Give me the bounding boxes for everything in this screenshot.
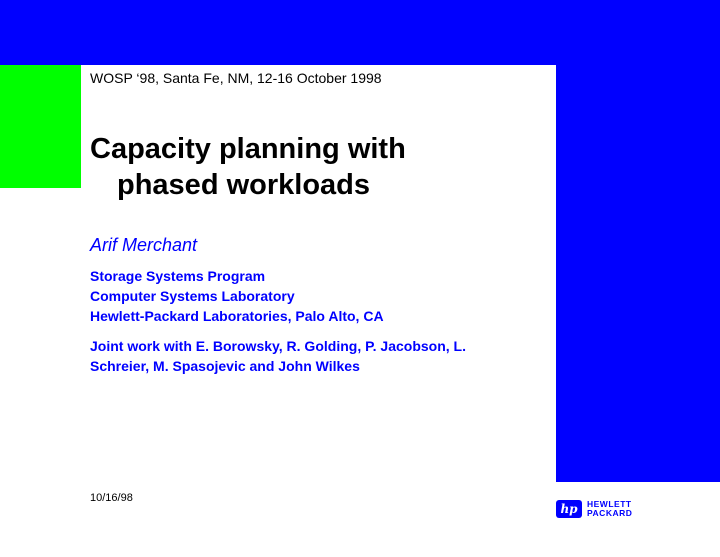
affiliation-line: Hewlett-Packard Laboratories, Palo Alto, CA — [90, 308, 384, 324]
hp-logo-wordmark — [587, 500, 632, 518]
joint-work-line: Schreier, M. Spasojevic and John Wilkes — [90, 358, 360, 374]
footer-date: 10/16/98 — [90, 492, 133, 504]
affiliation-line: Computer Systems Laboratory — [90, 288, 295, 304]
conference-line: WOSP ‘98, Santa Fe, NM, 12-16 October 1998 — [90, 70, 382, 86]
joint-work-block — [90, 336, 466, 376]
hp-logo-line-2: PACKARD — [587, 508, 633, 518]
author-name: Arif Merchant — [90, 235, 198, 255]
green-accent-block — [0, 65, 81, 188]
hp-logo-mark-text: hp — [560, 502, 578, 516]
affiliation-line: Storage Systems Program — [90, 268, 266, 284]
title-line-1: Capacity planning with — [90, 133, 406, 165]
hp-logo — [556, 499, 632, 519]
right-blue-band — [556, 0, 720, 482]
title-line-2: phased workloads — [117, 169, 371, 201]
joint-work-line: Joint work with E. Borowsky, R. Golding, P. Jacobson, L. — [90, 338, 466, 354]
affiliation-block — [90, 266, 384, 326]
hp-logo-line-1: HEWLETT — [587, 499, 632, 509]
hp-logo-icon — [556, 500, 582, 518]
slide-title — [90, 131, 406, 203]
